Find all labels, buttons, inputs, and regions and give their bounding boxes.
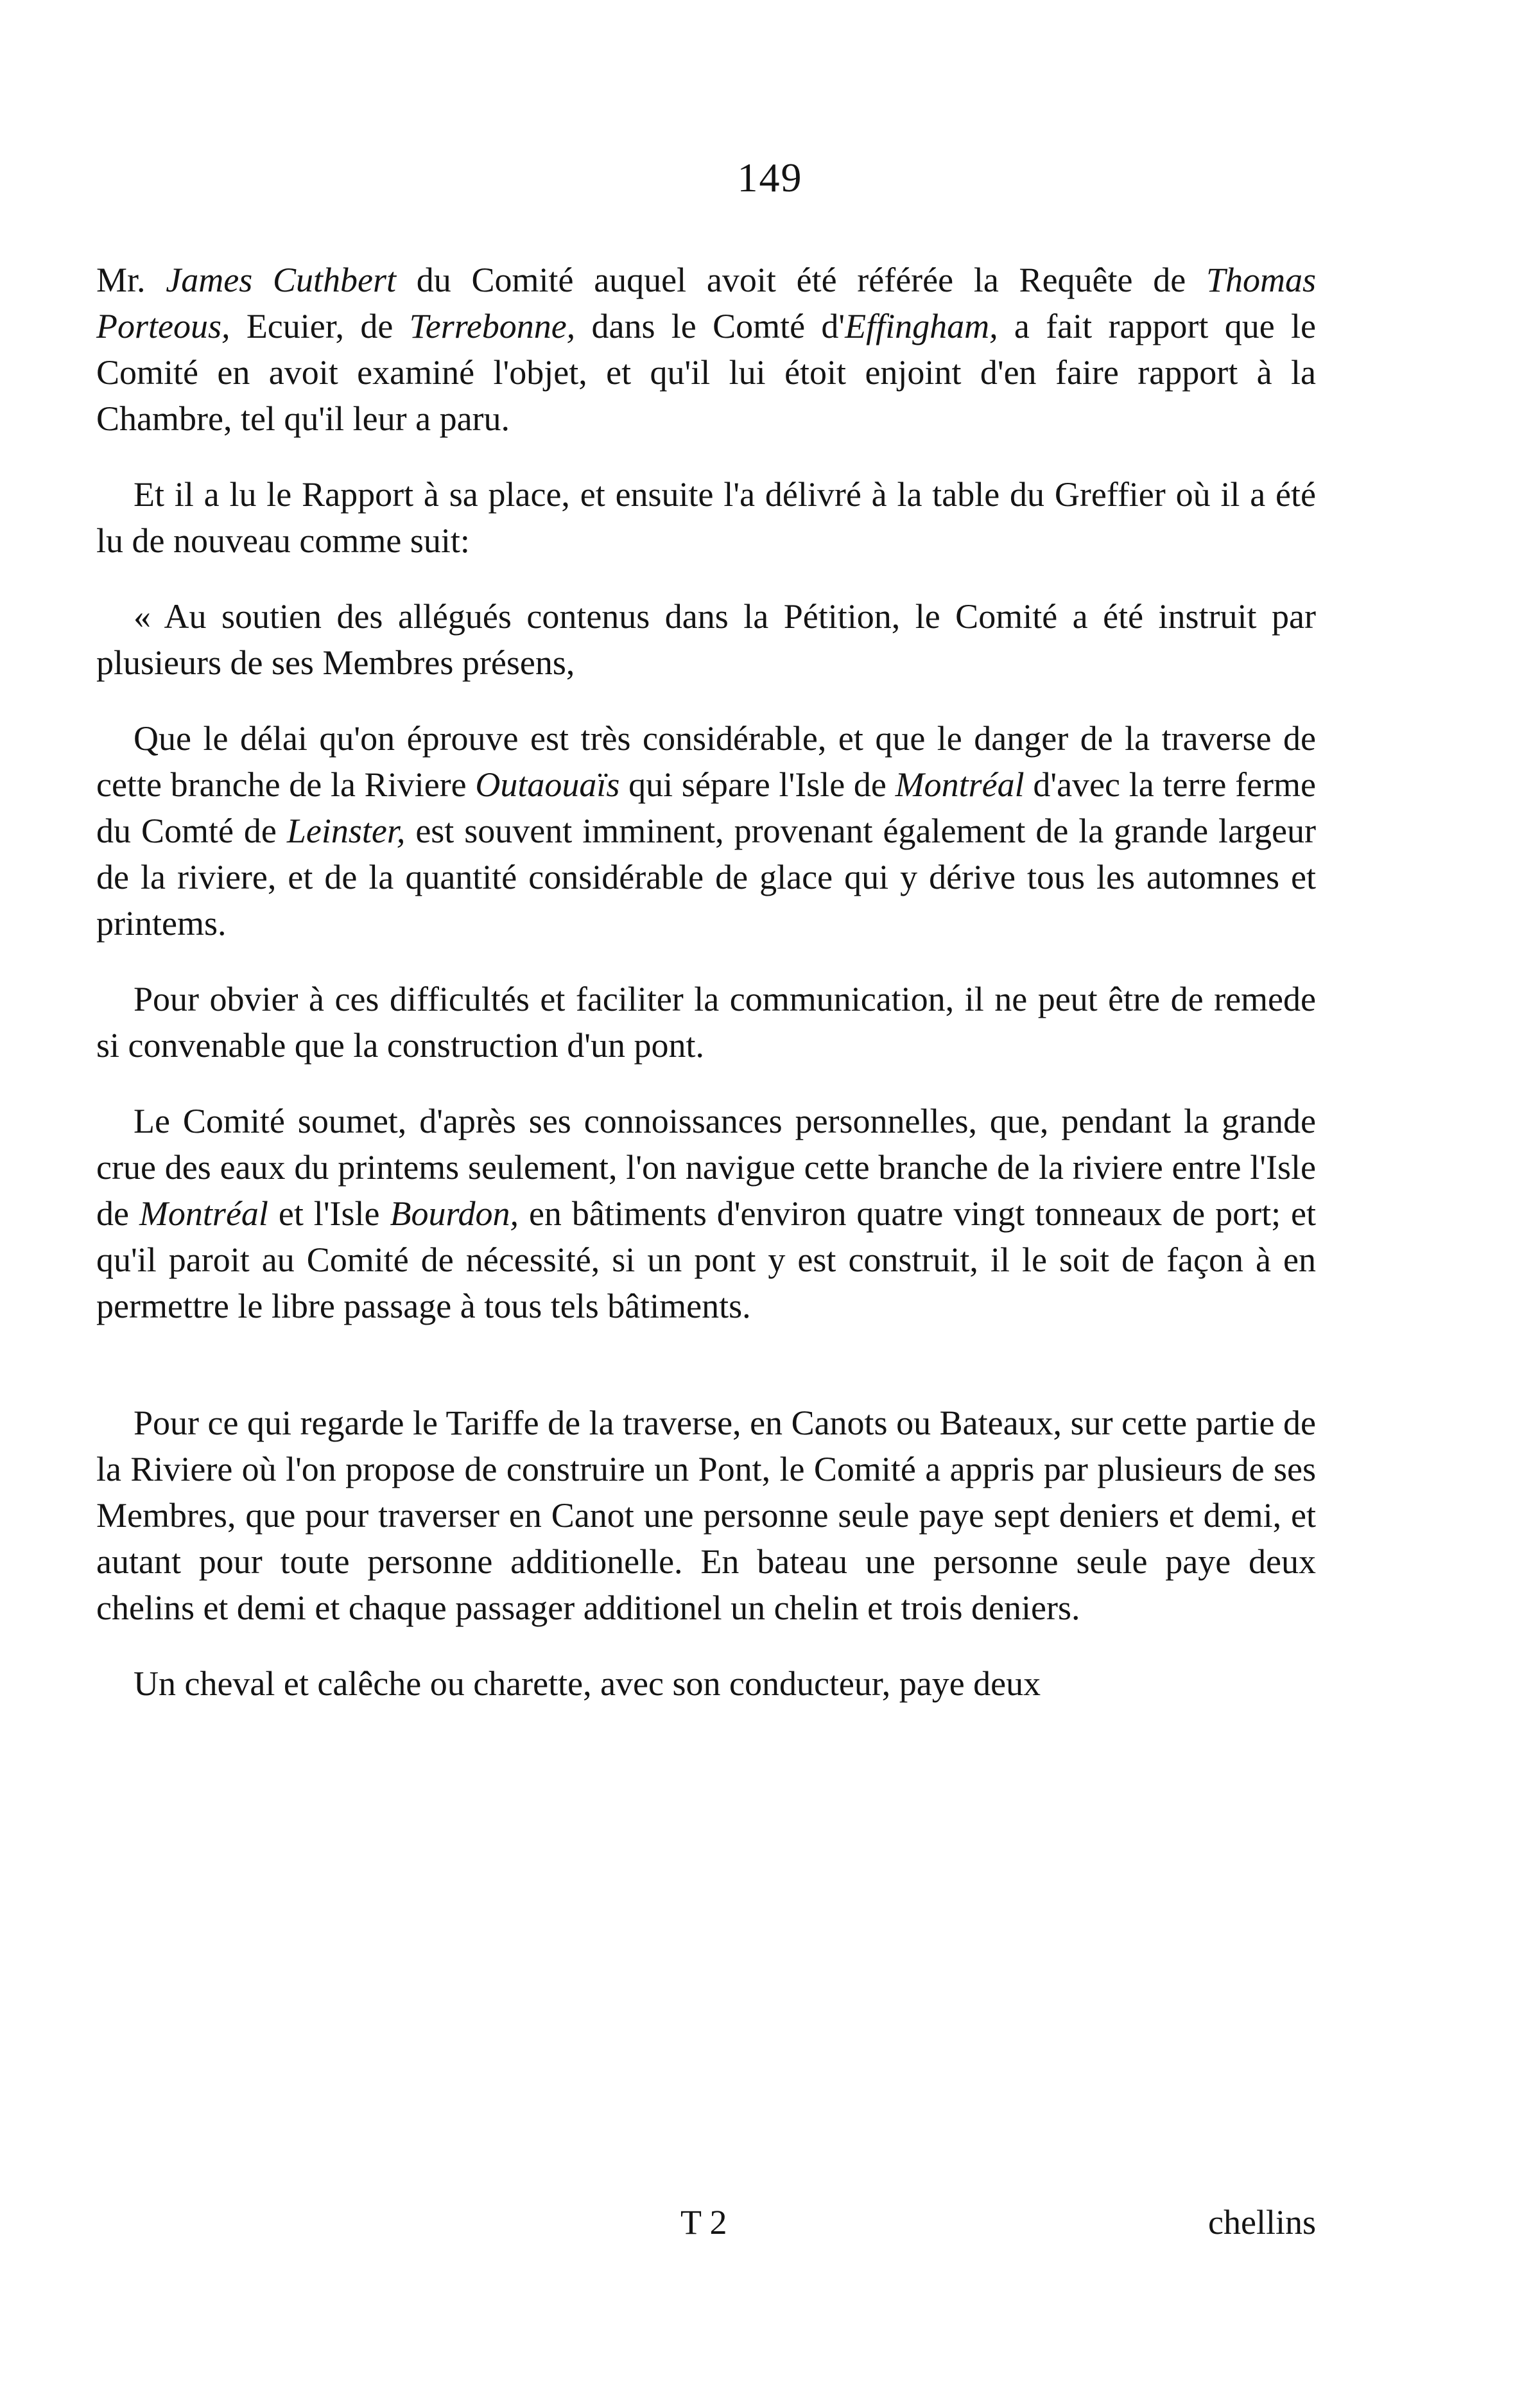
paragraph — [96, 593, 1316, 686]
italic-text-run: Montréal — [895, 765, 1025, 804]
catchword: chellins — [1208, 2203, 1316, 2242]
text-run: Que le délai qu'on éprouve est très considérable, et que le danger de la traverse de cette branche de la Riviere — [96, 719, 1316, 804]
italic-text-run: Leinster, — [286, 812, 406, 850]
paragraph — [96, 1660, 1316, 1707]
italic-text-run: Effingham, — [845, 307, 998, 345]
text-run: Pour ce qui regarde le Tariffe de la traverse, en Canots ou Bateaux, sur cette partie de la Riviere où l'on propose de construire un Pont, le Comité a appris par plusieurs de ses Membres, que pour traverser en Canot une personne seule paye sept deniers et demi, et autant pour toute personne additionelle. En bateau une personne seule paye deux chelins et demi et chaque passager additionel un chelin et trois deniers. — [96, 1404, 1316, 1627]
italic-text-run: Bourdon, — [390, 1194, 519, 1233]
body-text — [96, 257, 1316, 1736]
text-run: dans le Comté d' — [575, 307, 845, 345]
signature-mark: T 2 — [680, 2203, 727, 2242]
text-run: d'avec la terre ferme du Comté de — [96, 765, 1316, 850]
page-footer — [96, 2202, 1316, 2254]
paragraph — [96, 976, 1316, 1068]
text-run: en bâtiments d'environ quatre vingt tonneaux de port; et qu'il paroit au Comité de nécessité, si un pont y est construit, il le soit de façon à en permettre le libre passage à tous tels bâtiments. — [96, 1194, 1317, 1325]
text-run: Mr. — [96, 261, 166, 299]
italic-text-run: Thomas Porteous, — [96, 261, 1316, 345]
paragraph — [96, 1098, 1316, 1329]
text-run: Ecuier, de — [230, 307, 410, 345]
text-run: « Au soutien des allégués contenus dans la Pétition, le Comité a été instruit par plusieurs de ses Membres présens, — [96, 597, 1316, 682]
text-run: et l'Isle — [268, 1194, 390, 1233]
paragraph — [96, 715, 1316, 946]
italic-text-run: Montréal — [139, 1194, 268, 1233]
text-run: Un cheval et calêche ou charette, avec son conducteur, paye deux — [134, 1664, 1041, 1703]
italic-text-run: James Cuthbert — [166, 261, 396, 299]
paragraph — [96, 471, 1316, 564]
paragraph — [96, 257, 1316, 442]
text-run: du Comité auquel avoit été référée la Requête de — [395, 261, 1206, 299]
paragraph — [96, 1400, 1316, 1631]
page-number: 149 — [737, 155, 803, 200]
text-run: Le Comité soumet, d'après ses connoissances personnelles, que, pendant la grande crue des eaux du printems seulement, l'on navigue cette branche de la riviere entre l'Isle de — [96, 1102, 1316, 1233]
text-run: a fait rapport que le Comité en avoit examiné l'objet, et qu'il lui étoit enjoint d'en faire rapport à la Chambre, tel qu'il leur a paru. — [96, 307, 1316, 438]
text-run: qui sépare l'Isle de — [619, 765, 895, 804]
text-run: est souvent imminent, provenant également de la grande largeur de la riviere, et de la quantité considérable de glace qui y dérive tous les automnes et printems. — [96, 812, 1316, 943]
text-run: Et il a lu le Rapport à sa place, et ensuite l'a délivré à la table du Greffier où il a été lu de nouveau comme suit: — [96, 475, 1316, 560]
italic-text-run: Outaouaïs — [475, 765, 620, 804]
italic-text-run: Terrebonne, — [409, 307, 576, 345]
text-run: Pour obvier à ces difficultés et faciliter la communication, il ne peut être de remede si convenable que la construction d'un pont. — [96, 980, 1316, 1065]
